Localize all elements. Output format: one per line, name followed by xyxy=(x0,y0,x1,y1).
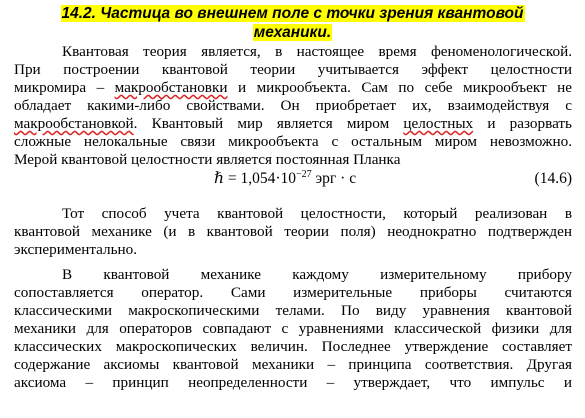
p3-line-1: В квантовой механике каждому измерительному прибору xyxy=(62,266,572,283)
formula-lhs: ℏ = 1,054·10 xyxy=(214,170,297,187)
p1-line-2: При построении квантовой теории учитывается эффект целостности xyxy=(14,61,572,78)
p1-line-4: обладает какими-либо свойствами. Он приобретает их, взаимодействуя с xyxy=(14,97,572,114)
spellcheck-word: целостных xyxy=(403,115,474,132)
p3-line-4: механики для операторов совпадают с уравнениями классической физики для xyxy=(14,320,572,337)
formula-number: (14.6) xyxy=(534,170,572,187)
spellcheck-word: макрообстановкой xyxy=(14,115,134,132)
p3-line-7: аксиома – принцип неопределенности – утверждает, что импульс и xyxy=(14,374,572,391)
p3-line-3: классическими макроскопическими телами. По виду уравнения квантовой xyxy=(14,302,572,319)
p3-line-5: классических макроскопических величин. Последнее утверждение составляет xyxy=(14,338,572,355)
p1-line-3-c: и микрообъекта. Сам по себе микрообъект не xyxy=(227,79,572,96)
p3-line-2: сопоставляется оператор. Сами измерительные приборы считаются xyxy=(14,284,572,301)
p1-line-1: Квантовая теория является, в настоящее время феноменологической. xyxy=(62,43,572,60)
heading-line-1: 14.2. Частица во внешнем поле с точки зрения квантовой xyxy=(61,5,524,22)
p1-line-5-b: . Квантовый мир является миром xyxy=(133,115,404,132)
p1-line-3-a: микромира – xyxy=(14,79,115,96)
section-heading xyxy=(0,4,585,42)
p1-line-3 xyxy=(14,79,572,97)
p1-line-6: сложные нелокальные связи микрообъекта с остальным миром невозможно. xyxy=(14,133,572,150)
formula-exponent: −27 xyxy=(296,169,312,180)
formula-unit: эрг · с xyxy=(311,170,357,187)
p1-line-5 xyxy=(14,115,572,133)
p2-line-2: квантовой механике (и в квантовой теории поля) неоднократно подтвержден xyxy=(14,223,572,240)
p2-line-3: экспериментально. xyxy=(14,241,138,258)
p2-line-1: Тот способ учета квантовой целостности, который реализован в xyxy=(62,205,572,222)
p1-line-5-d: и разорвать xyxy=(473,115,572,132)
p1-line-7: Мерой квантовой целостности является постоянная Планка xyxy=(14,151,401,168)
formula-expression xyxy=(214,169,356,189)
spellcheck-word: макрообстановки xyxy=(114,79,228,96)
formula-14-6 xyxy=(14,169,572,189)
heading-line-2: механики. xyxy=(253,24,332,41)
p3-line-6: содержание аксиомы квантовой механики – принципа соответствия. Другая xyxy=(14,356,572,373)
